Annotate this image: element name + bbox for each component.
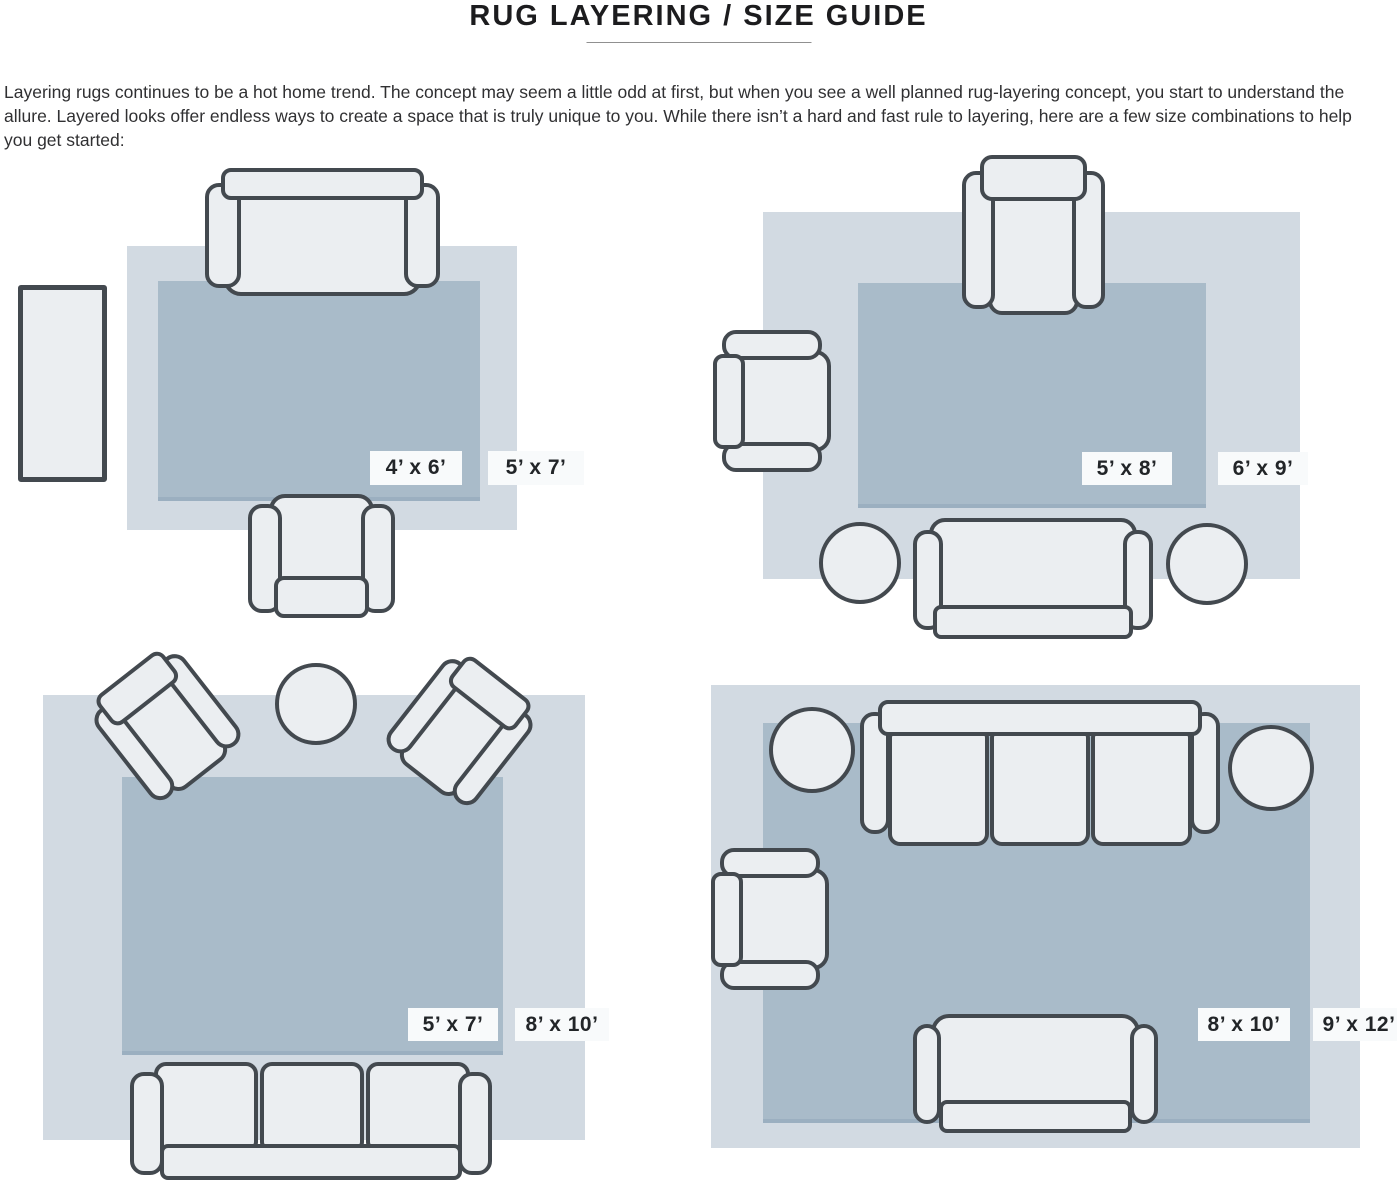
inner-size-label: 5’ x 8’ [1082,452,1172,485]
round-table-left [769,707,855,793]
loveseat-right-arm [1130,1024,1158,1124]
armchair-seat [733,350,831,452]
inner-size-label: 8’ x 10’ [1198,1008,1290,1041]
loveseat-back-cushion [939,1100,1132,1133]
sofa-seat-cushion-1 [888,728,989,846]
sofa-top [860,700,1220,846]
sofa-seat [223,194,422,296]
outer-size-label: 5’ x 7’ [488,451,584,485]
armchair-left [713,330,831,472]
armchair-back-cushion [711,872,743,967]
inner-size-label: 5’ x 7’ [408,1008,498,1041]
armchair-bottom [248,494,395,618]
armchair-left [711,848,829,990]
sofa-right-arm [458,1072,492,1175]
sofa-bottom [913,518,1153,639]
sofa-back-cushion [221,168,424,200]
inner-size-label: 4’ x 6’ [370,451,462,485]
loveseat-seat [931,1014,1140,1109]
armchair-seat [731,868,829,970]
armchair-back-cushion [713,354,745,449]
sofa-seat-cushion-3 [366,1062,470,1150]
chair-back-cushion [980,155,1087,201]
sofa-seat-cushion-3 [1091,728,1192,846]
page-title: RUG LAYERING / SIZE GUIDE [469,0,928,32]
intro-paragraph: Layering rugs continues to be a hot home trend. The concept may seem a little odd at first, but when you see a well planned rug-layering concept, you start to understand the allure. Layered looks offer endless ways to create a space that is truly unique to you. While there isn’t a hard and fast rule to layering, here are a few size combinations to help you get started: [4,82,1352,150]
chair-seat [988,185,1079,315]
sofa-seat-cushion-1 [154,1062,258,1150]
chair-top [962,155,1105,315]
sofa-back-cushion [933,605,1133,639]
round-table-right [1228,725,1314,811]
loveseat-left-arm [913,1024,941,1124]
sofa-seat-cushion-2 [990,728,1090,846]
loveseat-bottom [913,1014,1158,1133]
outer-size-label: 8’ x 10’ [515,1008,609,1041]
sofa-seat [929,518,1137,611]
sofa-back-cushion [878,700,1202,736]
armchair-seat [269,494,374,589]
sofa-top [205,168,440,296]
outer-size-label: 9’ x 12’ [1313,1008,1397,1041]
armchair-back-cushion [274,576,369,618]
outer-size-label: 6’ x 9’ [1218,452,1308,485]
sofa-seat-cushion-2 [260,1062,364,1150]
sofa-back-cushion [160,1144,462,1180]
sofa-left-arm [130,1072,164,1175]
sofa-bottom [130,1062,492,1180]
